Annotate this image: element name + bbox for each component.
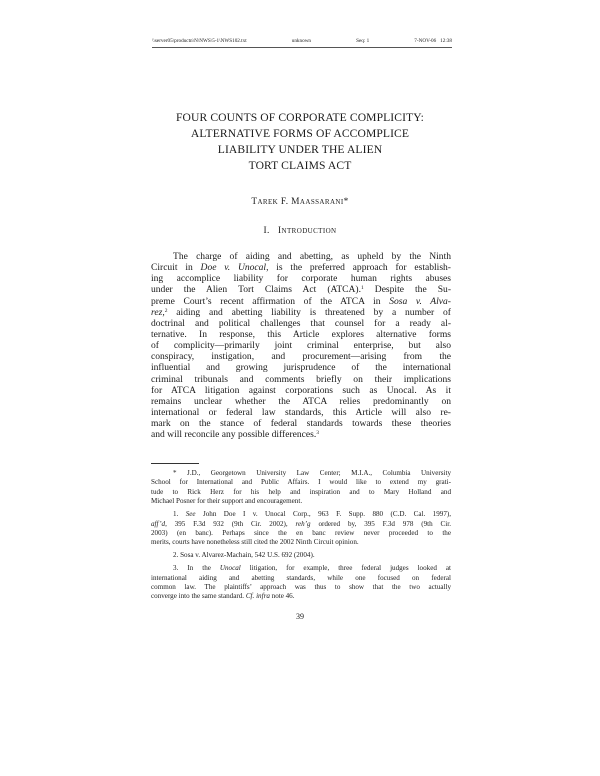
footnote: [151, 469, 451, 507]
body-line: rez,$^2$ aiding and abetting liability is threatened by a number of: [151, 306, 451, 318]
footnote-line: tude to Rick Herz for his help and inspiration and to Mary Holland and: [151, 487, 451, 496]
footnote: [151, 510, 451, 548]
body-line: conspiracy, instigation, and procurement—arising from the: [151, 351, 451, 363]
footnote-divider: [151, 463, 199, 464]
footnote: [151, 564, 451, 602]
body-line: of complicity—primarily joint criminal enterprise, but also: [151, 340, 451, 352]
body-line: under the Alien Tort Claims Act (ATCA).$^1$ Despite the Su-: [151, 284, 452, 296]
title-line: TORT CLAIMS ACT: [248, 159, 352, 172]
body-line: ternative. In response, this Article explores alternative forms: [151, 328, 451, 340]
body-line: remains unclear whether the ATCA relies predominantly on: [151, 395, 451, 407]
footnote-line: * J.D., Georgetown University Law Center; M.I.A., Columbia University: [173, 469, 451, 477]
footnote-line: School for International and Public Affairs. I would like to extend my grati-: [151, 478, 451, 487]
body-line: Circuit in Doe v. Unocal, is the preferred approach for establish-: [151, 262, 451, 274]
article-title: [140, 110, 460, 174]
footnote-line: 2003) (en banc). Perhaps since the en banc review never proceeded to the: [151, 529, 451, 538]
body-text: [151, 251, 451, 440]
footnote-line: merits, courts have nonetheless still cited the 2002 Ninth Circuit opinion.: [151, 538, 359, 547]
footnote-line: 2. Sosa v. Alvarez-Machain, 542 U.S. 692 (2004).: [173, 551, 315, 560]
body-line: criminal tribunals and comments briefly on their implications: [151, 373, 451, 385]
footnote-line: 1. See John Doe I v. Unocal Corp., 963 F. Supp. 880 (C.D. Cal. 1997),: [173, 510, 452, 519]
page-number: 39: [296, 612, 304, 621]
body-line: preme Court’s recent affirmation of the ATCA in Sosa v. Alva-: [151, 295, 451, 307]
body-line: doctrinal and political challenges that counsel for a ready al-: [151, 317, 451, 329]
body-line: for ATCA litigation against corporations such as Unocal. As it: [151, 384, 451, 396]
footnote-line: Michael Posner for their support and encouragement.: [151, 497, 303, 506]
body-line: The charge of aiding and abetting, as upheld by the Ninth: [173, 251, 451, 262]
body-line: mark on the stance of federal standards towards these theories: [151, 418, 451, 430]
body-line: and will reconcile any possible differences.$^3$: [151, 429, 319, 441]
body-line: international or federal law standards, this Article will also re-: [151, 406, 451, 418]
running-header: [152, 36, 452, 48]
section-title: Introduction: [278, 226, 337, 236]
footnote-line: aff’d, 395 F.3d 932 (9th Cir. 2002), reh’g ordered by, 395 F.3d 978 (9th Cir.: [151, 519, 451, 528]
title-line: FOUR COUNTS OF CORPORATE COMPLICITY:: [176, 111, 424, 124]
body-line: influential and growing jurisprudence of the international: [151, 362, 451, 374]
footnote-line: common law. The plaintiffs’ approach was thus to show that the two actually: [151, 582, 451, 591]
author-name: Tarek F. Maassarani*: [251, 197, 349, 207]
footnote-line: 3. In the Unocal litigation, for example, three federal judges looked at: [173, 564, 452, 573]
title-line: ALTERNATIVE FORMS OF ACCOMPLICE: [190, 127, 410, 140]
section-number: I.: [263, 226, 270, 236]
header-seq: Seq: 1: [356, 38, 370, 44]
title-line: LIABILITY UNDER THE ALIEN: [217, 143, 383, 156]
footnotes: [151, 469, 451, 605]
footnote-line: converge into the same standard. Cf. infra note 46.: [151, 592, 295, 601]
body-line: ing accomplice liability for corporate human rights abuses: [151, 273, 451, 285]
header-status: unknown: [291, 38, 312, 44]
header-date: 7-NOV-06 12:38: [414, 38, 452, 44]
header-file-path: \\server05\productn\N\NWS\5-1\NWS102.txt: [152, 38, 247, 44]
section-heading: [140, 226, 460, 236]
footnote: [151, 551, 451, 560]
footnote-line: international aiding and abetting standards, while one focused on federal: [151, 573, 451, 582]
